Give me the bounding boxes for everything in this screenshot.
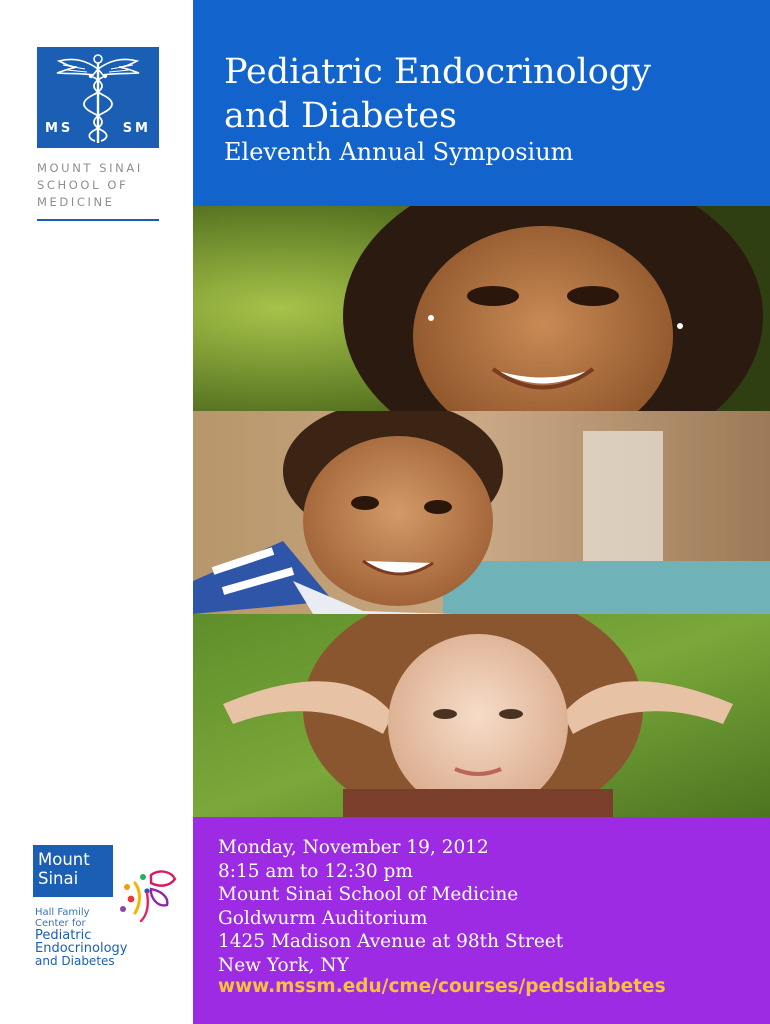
event-date: Monday, November 19, 2012	[218, 837, 489, 858]
smiling-boy-photo	[193, 411, 770, 614]
center-name-line: Endocrinology	[35, 941, 128, 956]
mount-sinai-wordmark	[33, 845, 113, 897]
page-title	[224, 50, 764, 138]
school-name-divider	[37, 219, 159, 221]
girl-on-grass-photo	[193, 614, 770, 817]
course-url-link[interactable]: www.mssm.edu/cme/courses/pedsdiabetes	[218, 976, 666, 997]
school-name-line: MOUNT SINAI	[37, 161, 143, 175]
event-city: New York, NY	[218, 954, 349, 976]
page-subtitle: Eleventh Annual Symposium	[224, 138, 574, 166]
school-name-line: SCHOOL OF	[37, 178, 129, 192]
page-title-line: and Diabetes	[224, 96, 457, 136]
event-venue: Mount Sinai School of Medicine	[218, 884, 519, 905]
logo-letters-right: SM	[122, 121, 151, 136]
event-room: Goldwurm Auditorium	[218, 907, 428, 929]
event-details	[218, 836, 563, 977]
event-address: 1425 Madison Avenue at 98th Street	[218, 931, 564, 952]
mssm-logo	[37, 47, 159, 148]
center-name-line: and Diabetes	[35, 954, 115, 968]
center-name-line: Center for	[35, 918, 86, 929]
center-name	[35, 907, 127, 967]
page-title-line: Pediatric Endocrinology	[224, 52, 652, 92]
school-name-line: MEDICINE	[37, 195, 115, 209]
event-time: 8:15 am to 12:30 pm	[218, 860, 413, 882]
logo-letters-left: MS	[45, 121, 74, 136]
smiling-girl-photo	[193, 206, 770, 411]
wordmark-line: Sinai	[38, 869, 79, 888]
school-name	[37, 160, 159, 211]
center-logo	[33, 845, 183, 975]
left-column	[0, 0, 192, 1024]
center-name-line: Hall Family	[35, 907, 90, 918]
center-name-line: Pediatric	[35, 928, 92, 943]
wordmark-line: Mount	[38, 850, 90, 869]
